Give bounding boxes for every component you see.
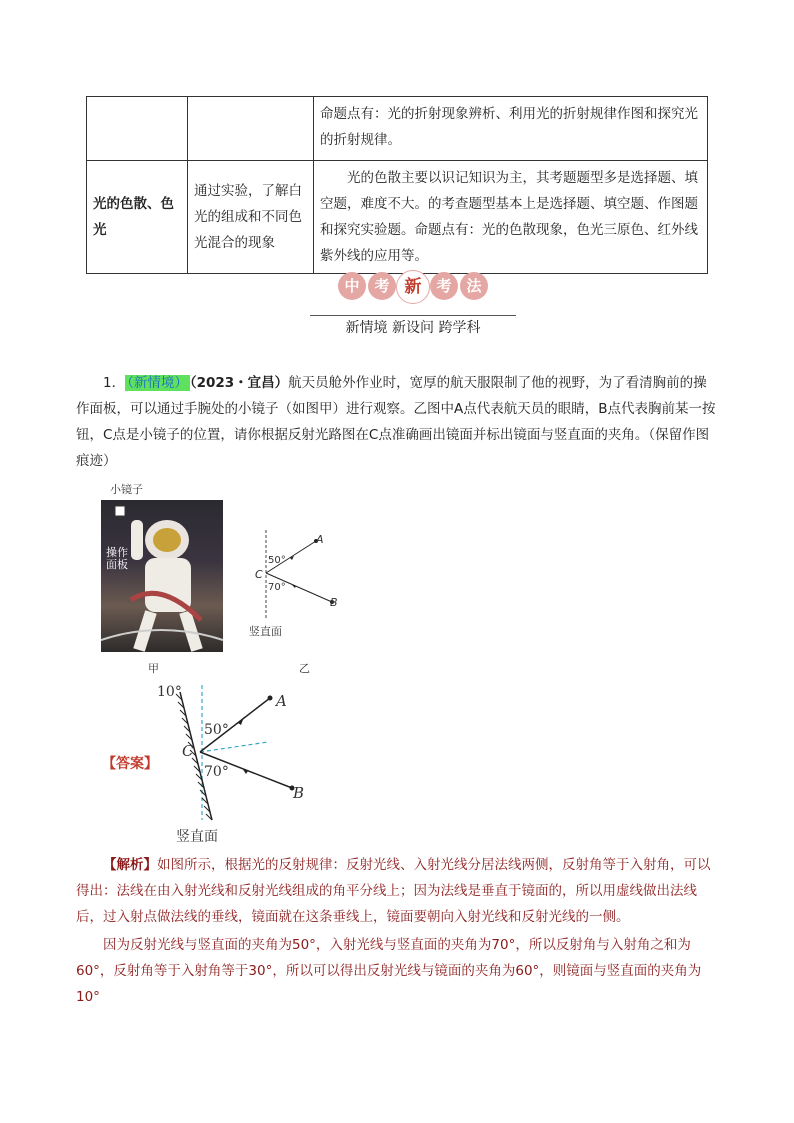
banner-char: 考 (368, 272, 396, 300)
question-text (76, 370, 716, 474)
label-mirror: 小镜子 (110, 483, 143, 496)
arrow-head-icon (238, 717, 244, 725)
banner-divider (310, 315, 516, 316)
table-cell-analysis: 光的色散主要以识记知识为主，其考题题型多是选择题、填空题，难度不大。的考查题型基本上是选择题、填空题、作图题和探究实验题。命题点有：光的色散现象，色光三原色、红外线紫外线的应用等。 (314, 161, 708, 274)
astronaut-figure (101, 500, 223, 652)
point-b-label: B (330, 596, 338, 609)
angle-mirror-label: 10° (157, 684, 182, 700)
banner-char: 新 (396, 270, 430, 304)
analysis-head: 【解析】 (103, 857, 157, 873)
table-cell-topic (87, 97, 188, 161)
label-panel: 面板 (106, 558, 128, 571)
caption-yi: 乙 (299, 662, 310, 675)
banner-char: 法 (460, 272, 488, 300)
table-cell-topic: 光的色散、色光 (87, 161, 188, 274)
question-source: （2023・宜昌） (189, 375, 289, 391)
point-a-label: A (276, 692, 287, 710)
point-a-label: A (316, 533, 324, 546)
banner-subtitle: 新情境 新设问 跨学科 (345, 320, 481, 336)
table-cell-analysis: 命题点有：光的折射现象辨析、利用光的折射规律作图和探究光的折射规律。 (314, 97, 708, 161)
knowledge-table (86, 96, 708, 274)
question-number: 1． (103, 375, 126, 391)
angle-top-label: 50° (268, 555, 286, 566)
point-c-label: C (182, 742, 194, 760)
table-row (87, 161, 708, 274)
astronaut-photo (101, 500, 223, 652)
question-tag: （新情境） (127, 375, 188, 391)
point-b-label: B (293, 784, 305, 802)
point-a-dot (268, 696, 273, 701)
label-panel: 操作 (106, 546, 128, 559)
analysis-paragraph (76, 852, 716, 930)
analysis-body: 如图所示，根据光的反射规律：反射光线、入射光线分居法线两侧，反射角等于入射角，可以得出：法线在由入射光线和反射光线组成的角平分线上；因为法线是垂直于镜面的，所以用虚线做出法线后，过入射点做法线的垂线，镜面就在这条垂线上，镜面要朝向入射光线和反射光线的一侧。 (76, 857, 711, 925)
banner-char: 考 (430, 272, 458, 300)
banner-char: 中 (338, 272, 366, 300)
angle-bottom-label: 70° (204, 764, 229, 780)
table-cell-requirement: 通过实验，了解白光的组成和不同色光混合的现象 (188, 161, 314, 274)
answer-diagram (150, 680, 320, 830)
table-cell-requirement (188, 97, 314, 161)
angle-top-label: 50° (204, 722, 229, 738)
vertical-surface-label: 竖直面 (249, 625, 282, 638)
section-banner (310, 270, 516, 334)
point-c-label: C (255, 568, 263, 581)
answer-label: 【答案】 (102, 756, 158, 772)
analysis-paragraph-2: 因为反射光线与竖直面的夹角为50°，入射光线与竖直面的夹角为70°，所以反射角与入射角之和为60°，反射角等于入射角等于30°，所以可以得出反射光线与镜面的夹角为60°，则镜面与竖直面的夹角为10° (76, 937, 702, 1005)
question-body: 航天员舱外作业时，宽厚的航天服限制了他的视野，为了看清胸前的操作面板，可以通过手腕处的小镜子（如图甲）进行观察。乙图中A点代表航天员的眼睛，B点代表胸前某一按钮，C点是小镜子的位置，请你根据反射光路图在C点准确画出镜面并标出镜面与竖直面的夹角。（保留作图痕迹） (76, 375, 716, 469)
caption-jia: 甲 (148, 662, 159, 675)
angle-bottom-label: 70° (268, 582, 286, 593)
table-row (87, 97, 708, 161)
vertical-surface-label: 竖直面 (176, 829, 218, 845)
